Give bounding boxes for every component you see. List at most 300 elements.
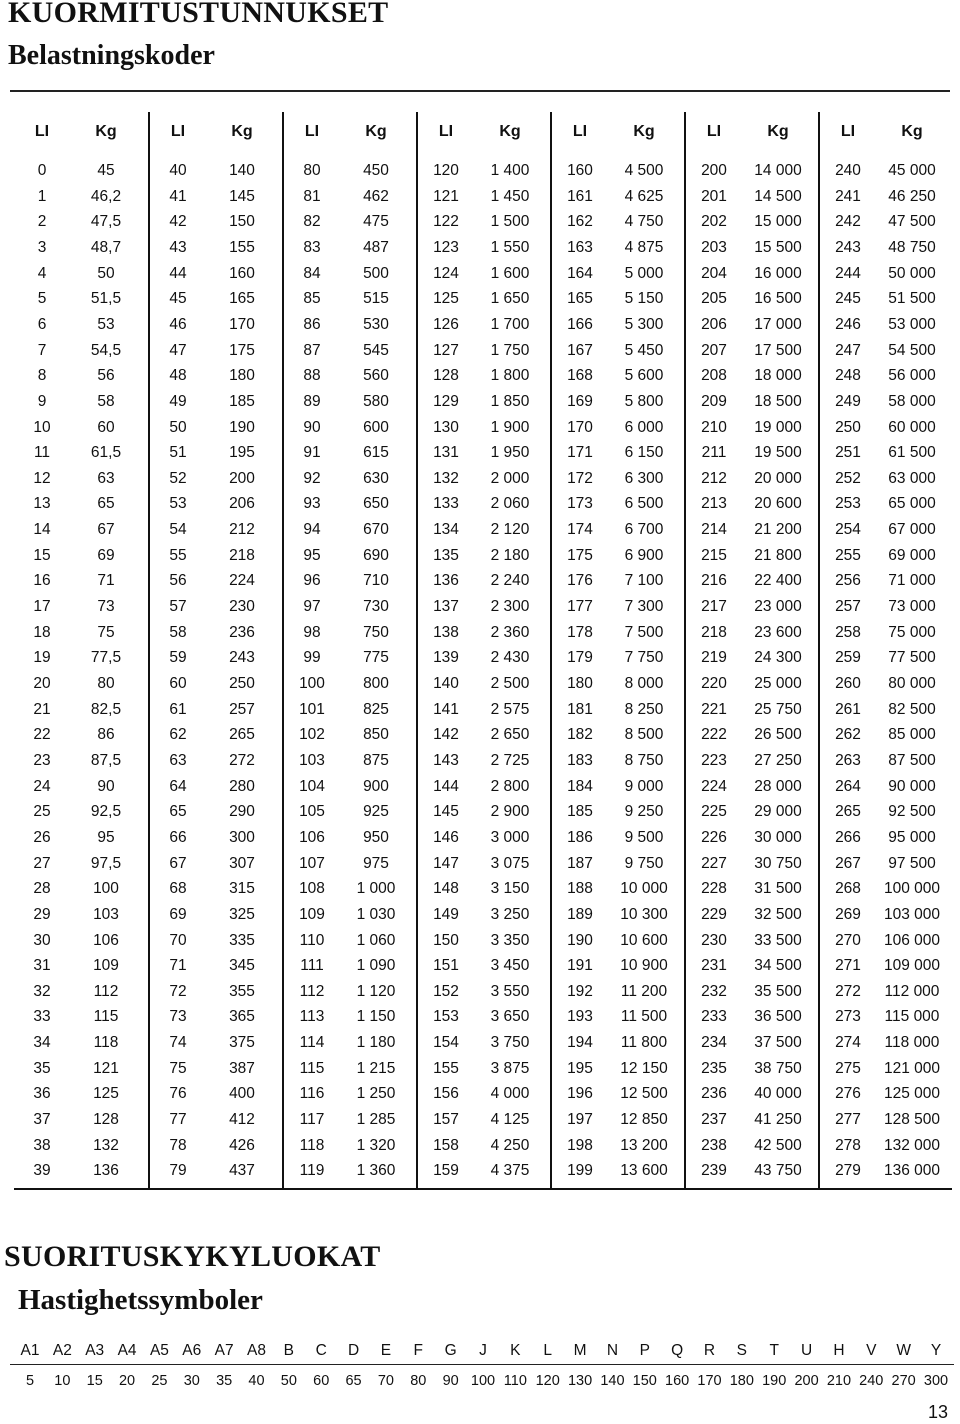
- speed-value: 60: [313, 1373, 330, 1389]
- load-kg-cell: 355: [229, 982, 255, 1000]
- load-index-cell: 127: [433, 341, 459, 359]
- load-index-cell: 149: [433, 905, 459, 923]
- load-index-cell: 160: [567, 162, 593, 179]
- load-index-cell: 196: [567, 1085, 593, 1103]
- load-kg-cell: 45 000: [888, 162, 936, 179]
- load-kg-cell: 195: [229, 444, 255, 462]
- load-index-cell: 79: [169, 1162, 187, 1180]
- load-kg-cell: 85 000: [888, 726, 936, 744]
- load-kg-cell: 48,7: [90, 238, 122, 256]
- load-index-cell: 27: [33, 854, 51, 872]
- load-kg-cell: 4 375: [490, 1162, 530, 1180]
- load-index-cell: 36: [33, 1085, 51, 1103]
- load-kg-cell: 3 350: [490, 931, 530, 949]
- load-index-cell: 112: [299, 982, 325, 1000]
- load-index-cell: 7: [37, 341, 47, 359]
- load-kg-cell: 6 000: [624, 418, 664, 436]
- load-kg-cell: 2 430: [490, 649, 530, 667]
- load-kg-cell: 180: [229, 367, 255, 385]
- load-kg-cell: 15 000: [754, 213, 802, 231]
- load-kg-cell: 65 000: [888, 495, 936, 513]
- load-index-cell: 207: [701, 341, 727, 359]
- load-index-cell: 185: [567, 803, 593, 821]
- load-kg-cell: 28 000: [754, 777, 802, 795]
- load-index-cell: 258: [835, 623, 861, 641]
- load-kg-cell: 650: [363, 495, 389, 513]
- load-index-cell: 255: [835, 546, 861, 564]
- load-kg-cell: 185: [229, 392, 255, 410]
- load-index-cell: 99: [303, 649, 321, 667]
- load-kg-cell: 265: [229, 726, 255, 744]
- load-index-cell: 68: [169, 880, 187, 898]
- load-index-cell: 198: [567, 1136, 593, 1154]
- load-kg-cell: 218: [229, 546, 255, 564]
- load-index-cell: 64: [169, 777, 187, 795]
- load-kg-cell: 56: [97, 367, 115, 385]
- load-index-cell: 120: [433, 162, 459, 179]
- load-kg-cell: 125 000: [883, 1085, 941, 1103]
- load-index-cell: 45: [169, 290, 187, 308]
- load-kg-cell: 140: [229, 162, 255, 179]
- load-kg-cell: 92,5: [90, 803, 122, 821]
- load-index-cell: 267: [835, 854, 861, 872]
- load-index-cell: 192: [567, 982, 593, 1000]
- speed-value: 70: [377, 1373, 394, 1389]
- load-kg-cell: 387: [229, 1059, 255, 1077]
- load-index-cell: 40: [169, 162, 187, 179]
- load-kg-cell: 5 600: [624, 367, 664, 385]
- load-index-cell: 273: [835, 1008, 861, 1026]
- load-kg-cell: 500: [363, 264, 389, 282]
- load-kg-cell: 10 900: [620, 957, 668, 975]
- load-index-cell: 165: [567, 290, 593, 308]
- load-index-cell: 225: [701, 803, 727, 821]
- load-index-cell: 49: [169, 392, 187, 410]
- load-index-cell: 134: [433, 521, 459, 539]
- load-kg-cell: 3 650: [490, 1008, 530, 1026]
- load-index-cell: 186: [567, 828, 593, 846]
- load-kg-cell: 150: [229, 213, 255, 231]
- load-kg-cell: 4 875: [624, 238, 664, 256]
- load-kg-cell: 515: [363, 290, 389, 308]
- speed-value: 160: [665, 1373, 690, 1389]
- load-kg-cell: 2 725: [490, 751, 530, 769]
- load-kg-cell: 6 500: [624, 495, 664, 513]
- load-kg-cell: 545: [363, 341, 389, 359]
- speed-symbol: D: [347, 1342, 360, 1359]
- load-index-cell: 92: [303, 469, 321, 487]
- load-kg-cell: 71: [97, 572, 115, 590]
- load-index-cell: 240: [835, 162, 861, 179]
- load-kg-cell: 4 125: [490, 1111, 530, 1129]
- load-index-cell: 108: [299, 880, 325, 898]
- load-kg-cell: 4 625: [624, 187, 664, 205]
- load-index-cell: 203: [701, 238, 727, 256]
- load-index-cell: 69: [169, 905, 187, 923]
- load-kg-cell: 77 500: [888, 649, 936, 667]
- load-index-cell: 19: [33, 649, 51, 667]
- load-index-cell: 93: [303, 495, 321, 513]
- load-kg-cell: 90: [97, 777, 115, 795]
- load-index-cell: 217: [701, 598, 727, 616]
- load-index-cell: 97: [303, 598, 321, 616]
- load-index-cell: 117: [299, 1111, 325, 1129]
- load-kg-cell: 5 450: [624, 341, 664, 359]
- load-index-cell: 170: [567, 418, 593, 436]
- load-index-cell: 98: [303, 623, 321, 641]
- load-kg-cell: 58: [97, 392, 115, 410]
- load-kg-cell: 97,5: [90, 854, 122, 872]
- load-index-cell: 159: [433, 1162, 459, 1180]
- speed-value: 80: [410, 1373, 427, 1389]
- load-index-cell: 26: [33, 828, 51, 846]
- load-index-cell: 109: [299, 905, 325, 923]
- speed-value: 120: [535, 1373, 560, 1389]
- load-index-cell: 91: [303, 444, 321, 462]
- header-li: LI: [438, 123, 454, 140]
- speed-value: 300: [923, 1373, 949, 1389]
- load-kg-cell: 160: [229, 264, 255, 282]
- load-kg-cell: 6 900: [624, 546, 664, 564]
- load-index-cell: 265: [835, 803, 861, 821]
- load-kg-cell: 250: [229, 675, 255, 692]
- load-index-cell: 96: [303, 572, 321, 590]
- load-kg-cell: 3 250: [490, 905, 530, 923]
- speed-symbol: T: [769, 1342, 779, 1359]
- load-index-group: [550, 112, 686, 1188]
- load-kg-cell: 1 400: [490, 162, 530, 179]
- load-kg-cell: 2 000: [490, 469, 530, 487]
- load-index-cell: 232: [701, 982, 727, 1000]
- load-kg-cell: 1 500: [490, 213, 530, 231]
- load-kg-cell: 5 800: [624, 392, 664, 410]
- speed-symbol: V: [866, 1342, 877, 1359]
- load-kg-cell: 1 030: [356, 905, 396, 923]
- page-number: 13: [927, 1402, 948, 1422]
- load-kg-cell: 136: [93, 1162, 119, 1180]
- load-kg-cell: 87,5: [90, 751, 122, 769]
- load-index-cell: 54: [169, 521, 187, 539]
- load-index-cell: 254: [835, 521, 861, 539]
- load-kg-cell: 1 450: [490, 187, 530, 205]
- load-kg-cell: 118: [93, 1034, 119, 1052]
- load-index-cell: 223: [701, 751, 727, 769]
- load-index-cell: 230: [701, 931, 727, 949]
- load-kg-cell: 36 500: [754, 1008, 802, 1026]
- load-kg-cell: 109: [93, 957, 119, 975]
- speed-symbol: W: [896, 1342, 911, 1359]
- load-kg-cell: 12 850: [620, 1111, 668, 1129]
- load-index-cell: 155: [433, 1059, 459, 1077]
- speed-symbol: Y: [930, 1342, 942, 1359]
- load-index-cell: 213: [701, 495, 727, 513]
- load-kg-cell: 2 900: [490, 803, 530, 821]
- load-index-cell: 66: [169, 828, 187, 846]
- load-kg-cell: 22 400: [754, 572, 802, 590]
- load-kg-cell: 45: [97, 162, 115, 179]
- load-kg-cell: 400: [229, 1085, 255, 1103]
- load-index-cell: 124: [433, 264, 459, 282]
- load-kg-cell: 8 750: [624, 751, 664, 769]
- load-kg-cell: 4 000: [490, 1085, 530, 1103]
- load-kg-cell: 155: [229, 238, 255, 256]
- load-index-cell: 80: [303, 162, 321, 179]
- load-index-cell: 129: [433, 392, 459, 410]
- load-kg-cell: 121 000: [883, 1059, 941, 1077]
- load-kg-cell: 6 700: [624, 521, 664, 539]
- load-kg-cell: 6 300: [624, 469, 664, 487]
- load-kg-cell: 92 500: [888, 803, 936, 821]
- load-kg-cell: 47,5: [90, 213, 122, 231]
- load-index-cell: 1: [37, 187, 47, 205]
- load-index-cell: 23: [33, 751, 51, 769]
- load-index-cell: 251: [835, 444, 861, 462]
- load-kg-cell: 2 650: [490, 726, 530, 744]
- load-kg-cell: 212: [229, 521, 255, 539]
- speed-value: 200: [794, 1373, 819, 1389]
- load-index-cell: 154: [433, 1034, 459, 1052]
- load-index-cell: 197: [567, 1111, 593, 1129]
- speed-symbol: F: [413, 1342, 424, 1359]
- load-kg-cell: 11 200: [620, 982, 668, 1000]
- load-kg-cell: 51 500: [888, 290, 936, 308]
- load-index-cell: 65: [169, 803, 187, 821]
- load-index-cell: 9: [37, 392, 47, 410]
- load-index-cell: 236: [701, 1085, 727, 1103]
- load-kg-cell: 1 700: [490, 315, 530, 333]
- load-kg-cell: 60 000: [888, 418, 936, 436]
- load-kg-cell: 54,5: [90, 341, 122, 359]
- load-kg-cell: 69: [97, 546, 115, 564]
- load-kg-cell: 69 000: [888, 546, 936, 564]
- load-index-cell: 205: [701, 290, 727, 308]
- load-index-cell: 126: [433, 315, 459, 333]
- load-index-cell: 189: [567, 905, 593, 923]
- load-kg-cell: 54 500: [888, 341, 936, 359]
- load-index-cell: 177: [567, 598, 593, 616]
- load-index-cell: 212: [701, 469, 727, 487]
- load-kg-cell: 690: [363, 546, 389, 564]
- speed-section-title: SUORITUSKYKYLUOKAT: [4, 1240, 381, 1273]
- load-index-cell: 121: [433, 187, 459, 205]
- load-index-cell: 166: [567, 315, 593, 333]
- load-index-cell: 263: [835, 751, 861, 769]
- load-kg-cell: 12 500: [620, 1085, 668, 1103]
- load-kg-cell: 1 000: [356, 880, 396, 898]
- load-kg-cell: 35 500: [754, 982, 802, 1000]
- load-index-cell: 247: [835, 341, 861, 359]
- load-kg-cell: 4 500: [624, 162, 664, 179]
- speed-symbol: R: [703, 1342, 716, 1359]
- speed-symbol: B: [283, 1342, 295, 1359]
- speed-symbol: M: [573, 1342, 587, 1359]
- load-index-cell: 115: [299, 1059, 325, 1077]
- speed-symbol: H: [833, 1342, 845, 1359]
- load-index-cell: 279: [835, 1162, 861, 1180]
- load-index-cell: 174: [567, 521, 593, 539]
- load-index-cell: 67: [169, 854, 187, 872]
- load-index-cell: 10: [33, 418, 51, 436]
- load-index-cell: 28: [33, 880, 51, 898]
- load-kg-cell: 7 750: [624, 649, 664, 667]
- speed-value: 65: [345, 1373, 362, 1389]
- load-index-cell: 90: [303, 418, 321, 436]
- load-index-cell: 53: [169, 495, 187, 513]
- load-kg-cell: 4 250: [490, 1136, 530, 1154]
- load-kg-cell: 2 180: [490, 546, 530, 564]
- load-index-cell: 113: [299, 1008, 325, 1026]
- load-kg-cell: 30 750: [754, 854, 802, 872]
- speed-value: 40: [248, 1373, 265, 1389]
- load-index-group: [684, 112, 820, 1188]
- load-kg-cell: 560: [363, 367, 389, 385]
- load-index-group: [818, 112, 954, 1188]
- load-kg-cell: 47 500: [888, 213, 936, 231]
- load-index-cell: 101: [299, 700, 325, 718]
- load-kg-cell: 136 000: [883, 1162, 941, 1180]
- load-index-cell: 38: [33, 1136, 51, 1154]
- load-kg-cell: 2 240: [490, 572, 530, 590]
- load-index-cell: 76: [169, 1085, 187, 1103]
- load-index-cell: 21: [33, 700, 51, 718]
- load-index-cell: 164: [567, 264, 593, 282]
- speed-symbol: A7: [214, 1342, 234, 1359]
- header-li: LI: [706, 123, 722, 140]
- load-index-cell: 252: [835, 469, 861, 487]
- load-kg-cell: 18 000: [754, 367, 802, 385]
- speed-symbol: K: [510, 1342, 521, 1359]
- load-index-cell: 200: [701, 162, 727, 179]
- load-index-cell: 226: [701, 828, 727, 846]
- load-kg-cell: 206: [229, 495, 255, 513]
- load-index-cell: 104: [299, 777, 325, 795]
- load-kg-cell: 5 150: [624, 290, 664, 308]
- load-index-cell: 73: [169, 1008, 187, 1026]
- load-index-cell: 151: [433, 957, 459, 975]
- load-index-cell: 100: [299, 675, 325, 692]
- speed-value: 30: [183, 1373, 200, 1389]
- load-index-cell: 44: [169, 264, 187, 282]
- load-index-cell: 172: [567, 469, 593, 487]
- load-kg-cell: 1 090: [356, 957, 396, 975]
- load-kg-cell: 67 000: [888, 521, 936, 539]
- load-kg-cell: 80: [97, 675, 115, 692]
- load-index-cell: 239: [701, 1162, 727, 1180]
- load-kg-cell: 462: [363, 187, 389, 205]
- load-index-cell: 199: [567, 1162, 593, 1180]
- load-index-cell: 5: [37, 290, 47, 308]
- load-index-cell: 60: [169, 675, 187, 692]
- load-kg-cell: 46 250: [888, 187, 936, 205]
- speed-symbol: A2: [52, 1342, 72, 1359]
- load-index-cell: 133: [433, 495, 459, 513]
- load-index-cell: 191: [567, 957, 593, 975]
- load-kg-cell: 118 000: [884, 1034, 940, 1052]
- load-index-cell: 89: [303, 392, 321, 410]
- load-kg-cell: 5 000: [624, 264, 664, 282]
- load-index-cell: 188: [567, 880, 593, 898]
- load-kg-cell: 475: [363, 213, 389, 231]
- title-divider: [10, 90, 950, 92]
- load-kg-cell: 1 750: [490, 341, 530, 359]
- load-index-cell: 229: [701, 905, 727, 923]
- load-index-cell: 220: [701, 675, 727, 692]
- load-kg-cell: 63: [97, 469, 115, 487]
- load-index-cell: 153: [433, 1008, 459, 1026]
- load-kg-cell: 300: [229, 828, 255, 846]
- load-kg-cell: 7 100: [624, 572, 664, 590]
- load-kg-cell: 41 250: [754, 1111, 802, 1129]
- load-index-cell: 180: [567, 675, 593, 692]
- load-kg-cell: 3 075: [490, 854, 530, 872]
- load-kg-cell: 730: [363, 598, 389, 616]
- load-kg-cell: 132: [93, 1136, 119, 1154]
- load-index-cell: 107: [299, 854, 325, 872]
- header-kg: Kg: [633, 123, 655, 140]
- load-kg-cell: 75 000: [888, 623, 936, 641]
- load-index-cell: 81: [303, 187, 321, 205]
- header-kg: Kg: [231, 123, 253, 140]
- load-kg-cell: 75: [97, 623, 115, 641]
- load-kg-cell: 95: [97, 828, 115, 846]
- load-kg-cell: 58 000: [888, 392, 936, 410]
- load-index-cell: 62: [169, 726, 187, 744]
- load-index-cell: 11: [33, 444, 51, 462]
- load-kg-cell: 51,5: [90, 290, 122, 308]
- load-kg-cell: 106 000: [883, 931, 941, 949]
- load-kg-cell: 775: [363, 649, 389, 667]
- load-kg-cell: 10 600: [620, 931, 668, 949]
- load-index-cell: 52: [169, 469, 187, 487]
- load-index-cell: 31: [33, 957, 51, 975]
- load-kg-cell: 23 000: [754, 598, 802, 616]
- load-kg-cell: 280: [229, 777, 255, 795]
- load-index-cell: 168: [567, 367, 593, 385]
- load-index-cell: 46: [169, 315, 187, 333]
- load-index-cell: 106: [299, 828, 325, 846]
- load-index-cell: 29: [33, 905, 51, 923]
- load-index-cell: 171: [567, 444, 593, 462]
- load-kg-cell: 175: [229, 341, 255, 359]
- load-kg-cell: 50 000: [888, 264, 936, 282]
- load-index-cell: 253: [835, 495, 861, 513]
- load-index-cell: 274: [835, 1034, 861, 1052]
- load-index-cell: 204: [701, 264, 727, 282]
- load-kg-cell: 950: [363, 828, 389, 846]
- speed-symbol: P: [639, 1342, 650, 1359]
- load-kg-cell: 8 000: [624, 675, 664, 692]
- load-index-cell: 17: [33, 598, 51, 616]
- load-index-cell: 95: [303, 546, 321, 564]
- load-index-cell: 237: [701, 1111, 727, 1129]
- header-li: LI: [840, 123, 856, 140]
- load-kg-cell: 10 000: [620, 880, 668, 898]
- load-index-cell: 55: [169, 546, 187, 564]
- load-kg-cell: 33 500: [754, 931, 802, 949]
- speed-symbol: A5: [149, 1342, 169, 1359]
- load-kg-cell: 1 150: [356, 1008, 396, 1026]
- load-kg-cell: 630: [363, 469, 389, 487]
- load-kg-cell: 37 500: [754, 1034, 802, 1052]
- load-index-cell: 132: [433, 469, 459, 487]
- load-kg-cell: 450: [363, 162, 389, 179]
- load-kg-cell: 975: [363, 854, 389, 872]
- header-li: LI: [572, 123, 588, 140]
- load-index-cell: 22: [33, 726, 51, 744]
- load-kg-cell: 2 800: [490, 777, 530, 795]
- load-index-cell: 136: [433, 572, 459, 590]
- load-index-cell: 215: [701, 546, 727, 564]
